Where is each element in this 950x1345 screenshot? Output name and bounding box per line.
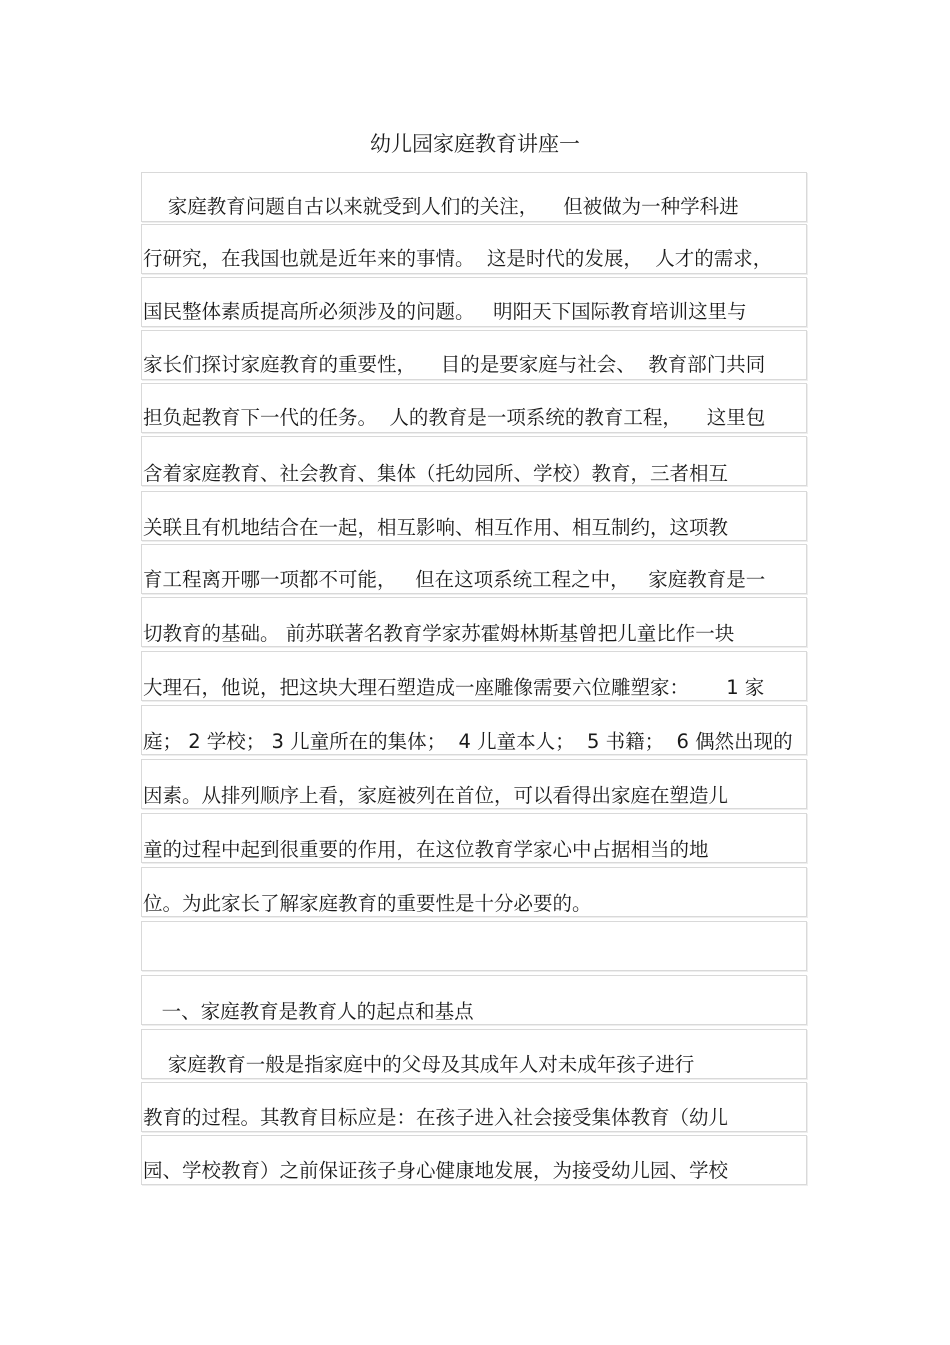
text-line: 担负起教育下一代的任务。 人的教育是一项系统的教育工程， 这里包 xyxy=(143,406,766,429)
text-line: 位。为此家长了解家庭教育的重要性是十分必要的。 xyxy=(143,892,592,915)
section-heading: 一、家庭教育是教育人的起点和基点 xyxy=(143,1000,474,1023)
text-line: 教育的过程。其教育目标应是：在孩子进入社会接受集体教育（幼儿 xyxy=(143,1106,729,1129)
line-box xyxy=(141,921,807,971)
text-line: 行研究，在我国也就是近年来的事情。 这是时代的发展， 人才的需求， xyxy=(143,247,773,270)
text-line: 国民整体素质提高所必须涉及的问题。 明阳天下国际教育培训这里与 xyxy=(143,300,747,323)
text-line: 因素。从排列顺序上看，家庭被列在首位，可以看得出家庭在塑造儿 xyxy=(143,784,729,807)
text-line: 家长们探讨家庭教育的重要性， 目的是要家庭与社会、 教育部门共同 xyxy=(143,353,766,376)
text-line: 童的过程中起到很重要的作用，在这位教育学家心中占据相当的地 xyxy=(143,838,709,861)
text-line: 关联且有机地结合在一起，相互影响、相互作用、相互制约，这项教 xyxy=(143,516,729,539)
text-line: 园、学校教育）之前保证孩子身心健康地发展，为接受幼儿园、学校 xyxy=(143,1159,729,1182)
text-line: 含着家庭教育、社会教育、集体（托幼园所、学校）教育，三者相互 xyxy=(143,462,729,485)
text-line: 切教育的基础。 前苏联著名教育学家苏霍姆林斯基曾把儿童比作一块 xyxy=(143,622,735,645)
text-line: 育工程离开哪一项都不可能， 但在这项系统工程之中， 家庭教育是一 xyxy=(143,568,766,591)
text-line: 庭； 2 学校； 3 儿童所在的集体； 4 儿童本人； 5 书籍； 6 偶然出现的 xyxy=(143,730,793,753)
text-line: 家庭教育一般是指家庭中的父母及其成年人对未成年孩子进行 xyxy=(143,1053,695,1076)
text-line: 大理石，他说，把这块大理石塑造成一座雕像需要六位雕塑家： 1 家 xyxy=(143,676,765,699)
text-line: 家庭教育问题自古以来就受到人们的关注， 但被做为一种学科进 xyxy=(143,195,739,218)
document-title: 幼儿园家庭教育讲座一 xyxy=(370,132,580,156)
